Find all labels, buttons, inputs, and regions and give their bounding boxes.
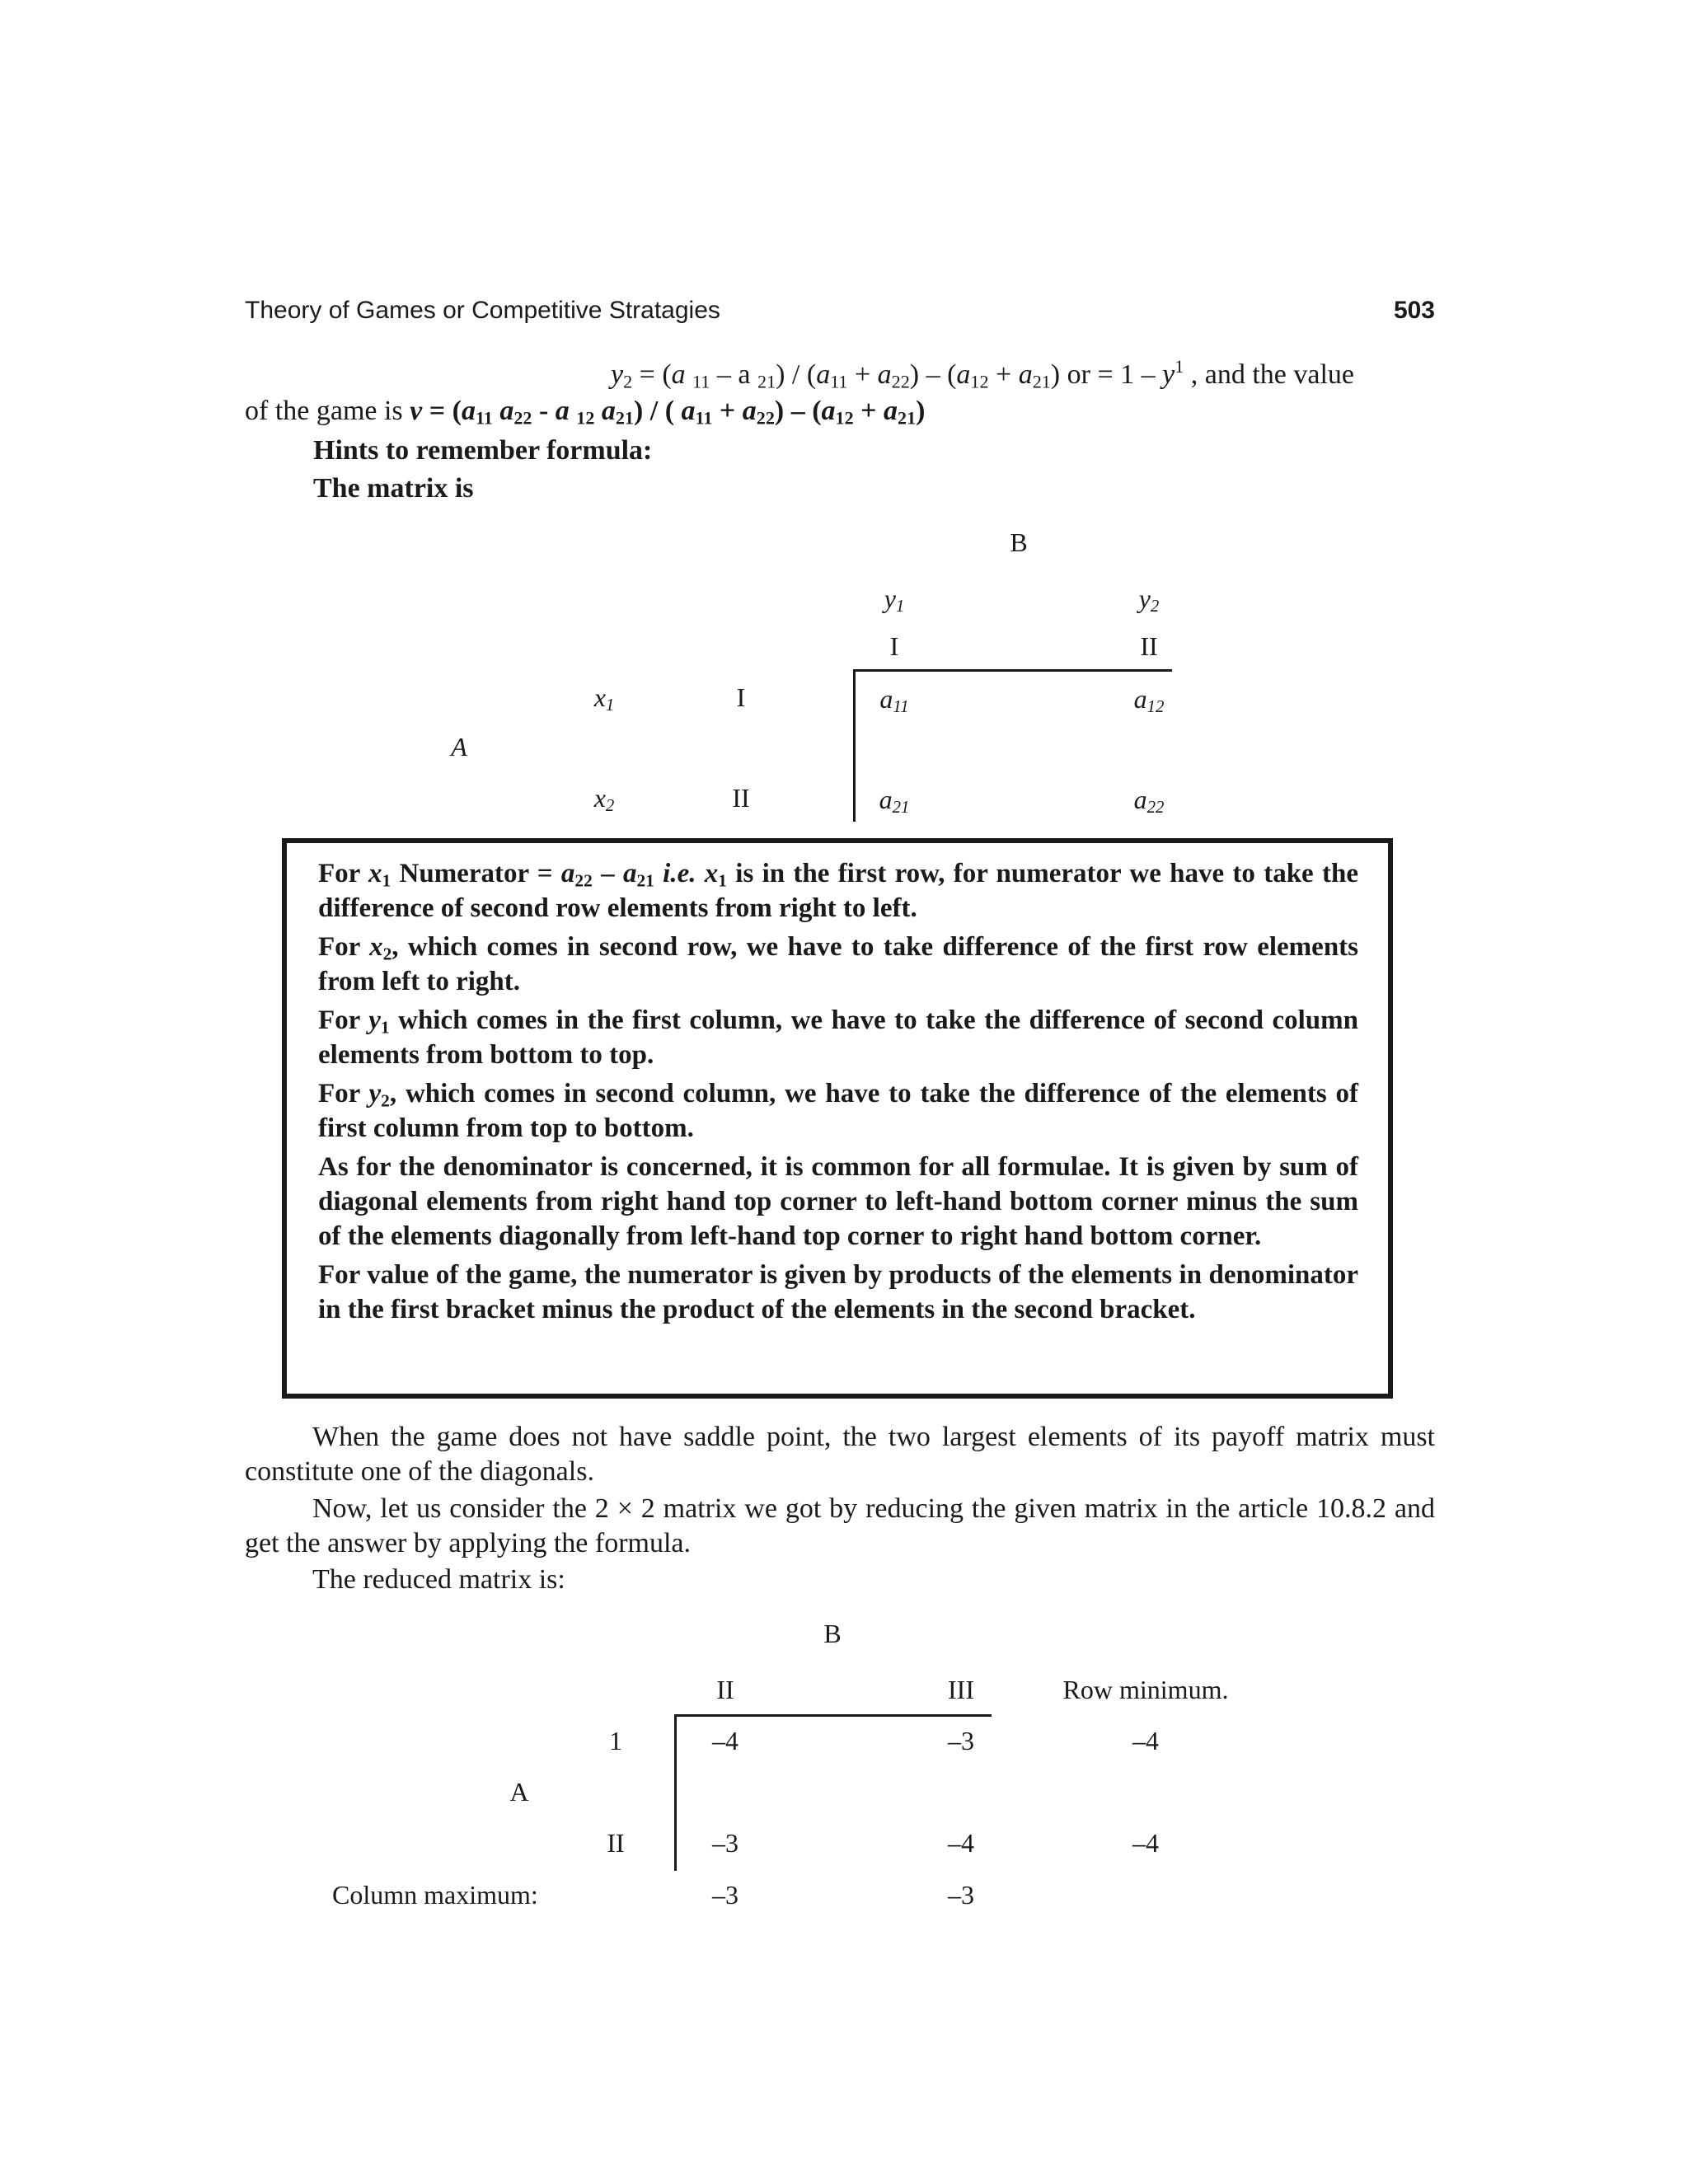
matrix2-col-max-label: Column maximum: (332, 1880, 538, 1910)
matrix1-col-label-1: I (889, 631, 899, 661)
page-number: 503 (1393, 297, 1435, 324)
hint-denominator: As for the denominator is concerned, it is common for all formulae. It is given by sum of diagonal elements from right hand top corner to left-hand bottom corner minus the sum of the elements diagonally from left-hand top corner to right hand bottom corner. (318, 1152, 1358, 1251)
matrix1-col-label-2: II (1140, 631, 1158, 661)
matrix2-row-min-label: Row minimum. (1062, 1675, 1229, 1704)
hint-box (282, 838, 1393, 1399)
matrix1-row-label-1: I (736, 682, 746, 712)
matrix2-col-max: –3 (948, 1880, 974, 1910)
matrix2-cell: –4 (712, 1726, 738, 1755)
paragraph-reduced: Now, let us consider the 2 × 2 matrix we got by reducing the given matrix in the article 10.8.2 and get the answer by applying the formula. (245, 1493, 1435, 1558)
matrix1-cell-a11: $a_{11}$ (879, 684, 909, 717)
matrix2-top-rule (676, 1714, 992, 1717)
matrix2-col-max: –3 (712, 1880, 738, 1910)
hint-y2: For $y_2$, which comes in second column, we have to take the difference of the elements of first column from top to bottom. (318, 1079, 1358, 1143)
hint-y1: For $y_1$ which comes in the first column, we have to take the difference of second column elements from bottom to top. (318, 1005, 1358, 1070)
matrix1-player-b: B (1010, 527, 1028, 557)
paragraph-reduced-intro: The reduced matrix is: (312, 1564, 565, 1595)
matrix1-cell-a12: $a_{12}$ (1133, 684, 1165, 717)
matrix1-row-var-x2: $x_2$ (593, 783, 615, 816)
running-header: Theory of Games or Competitive Stratagies (245, 297, 720, 324)
matrix1-cell-a22: $a_{22}$ (1133, 785, 1165, 818)
matrix1-row-label-2: II (732, 783, 750, 813)
paragraph-saddle-point: When the game does not have saddle point, the two largest elements of its payoff matrix must constitute one of the diagonals. (245, 1422, 1435, 1487)
matrix2-row-label-1: 1 (609, 1726, 622, 1755)
matrix1-row-var-x1: $x_1$ (593, 682, 615, 715)
value-formula: of the game is $v = (a_{11}$ $a_{22}$ - a $_{12}$ $a_{21}$) / ( $a_{11} + a_{22}) - (a_{12} + a_{21})$ (245, 396, 926, 429)
matrix2-player-a: A (509, 1777, 529, 1807)
formula-continuation: , and the value (1190, 359, 1355, 390)
matrix-intro: The matrix is (313, 473, 474, 504)
hints-heading: Hints to remember formula: (313, 435, 653, 466)
matrix2-player-b: B (823, 1619, 842, 1648)
y2-formula: $y_2 = (a$ $_{11}$ – a $_{21}) / (a_{11} + a_{22}) - (a_{12} + a_{21})$ or = $1 - y^1$ , and the value (611, 355, 1355, 392)
hint-x1: For $x_1$ Numerator = $a_{22} - a_{21}$ i.e. $x_1$ is in the first row, for numerator we have to take the difference of second row elements from right to left. (318, 859, 1358, 923)
matrix2-cell: –3 (948, 1726, 974, 1755)
matrix1-top-rule (853, 669, 1172, 672)
matrix2-col-label-2: III (948, 1675, 974, 1704)
matrix1-cell-a21: $a_{21}$ (879, 785, 910, 818)
value-formula-lead: of the game is (245, 396, 403, 426)
hint-value: For value of the game, the numerator is given by products of the elements in denominator in the first bracket minus the product of the elements in the second bracket. (318, 1260, 1358, 1324)
matrix2-row-min: –4 (1132, 1726, 1159, 1755)
matrix1-col-var-y2: $y_2$ (1138, 583, 1160, 616)
matrix2-cell: –4 (948, 1828, 974, 1858)
hint-x2: For $x_2$, which comes in second row, we have to take difference of the first row elements from left to right. (318, 932, 1358, 996)
matrix2-cell: –3 (712, 1828, 738, 1858)
matrix1-player-a: A (451, 732, 467, 762)
matrix2-row-min: –4 (1132, 1828, 1159, 1858)
hint-box-text (318, 856, 1358, 1331)
matrix2-col-label-1: II (716, 1675, 734, 1704)
matrix1-col-var-y1: $y_1$ (884, 583, 905, 616)
matrix2-row-label-2: II (607, 1828, 625, 1858)
